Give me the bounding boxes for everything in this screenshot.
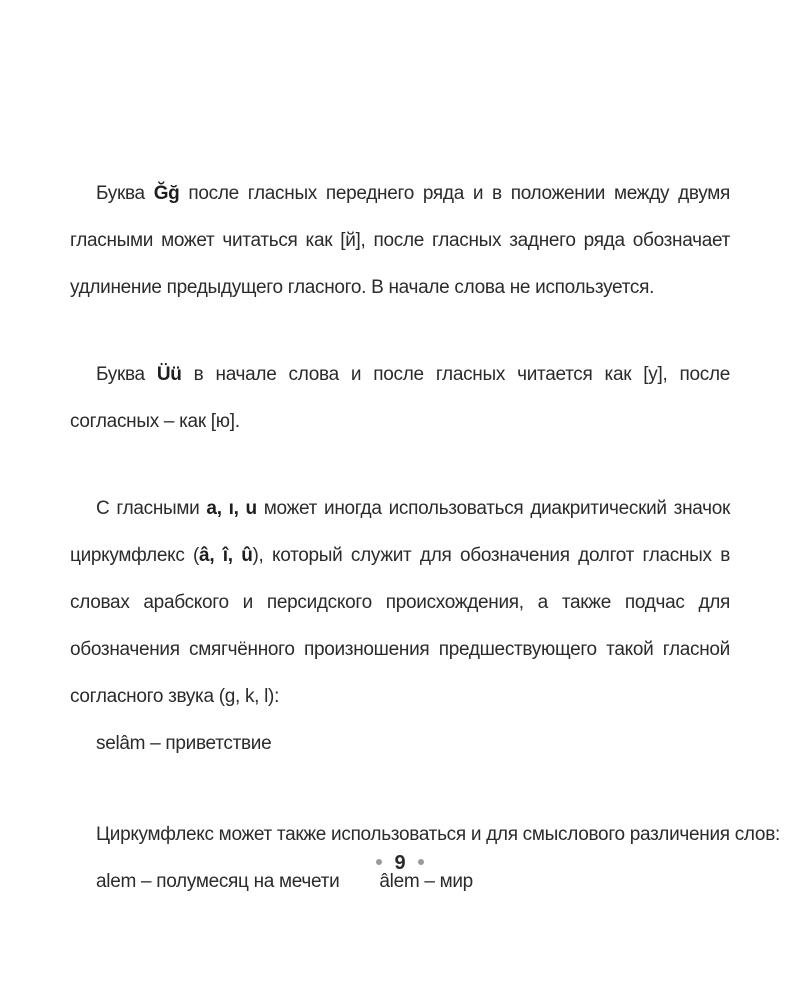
letter-highlight: Üü	[156, 364, 182, 385]
example-alem-right: âlem – мир	[379, 871, 473, 892]
text: после гласных переднего ряда и в положении между двумя гласными может читаться как [й], после гласных заднего ряда обозначает удлинение предыдущего гласного. В начале слова не используется.	[70, 183, 730, 298]
vowels-highlight: a, ı, u	[206, 498, 257, 519]
text: в начале слова и после гласных читается как [у], после согласных – как [ю].	[70, 364, 730, 432]
example-selam: selâm – приветствие	[96, 733, 272, 754]
paragraph-letter-g	[70, 170, 730, 311]
paragraph-circumflex	[70, 485, 730, 720]
page-number	[0, 852, 800, 875]
text: может иногда использоваться диакритический значок циркумфлекс (	[70, 498, 730, 566]
bullet-dot-icon	[418, 859, 424, 865]
paragraph-letter-u	[70, 351, 730, 445]
letter-highlight: Ğğ	[153, 183, 180, 204]
text: Буква	[96, 183, 154, 204]
text: ), который служит для обозначения долгот гласных в словах арабского и персидского происхождения, а также подчас для обозначения смягчённого произношения предшествующего такой гласной согласного звука (g, k, l):	[70, 545, 731, 707]
text: С гласными	[96, 498, 207, 519]
text: Буква	[96, 364, 157, 385]
page-number-text: 9	[394, 852, 406, 874]
paragraph-circumflex-meaning: Циркумфлекс может также использоваться и для смыслового различения слов:	[96, 824, 780, 845]
page-content	[70, 170, 780, 905]
circumflex-vowels-highlight: â, î, û	[199, 545, 253, 566]
bullet-dot-icon	[376, 859, 382, 865]
example-alem-left: alem – полумесяц на мечети	[96, 871, 340, 892]
